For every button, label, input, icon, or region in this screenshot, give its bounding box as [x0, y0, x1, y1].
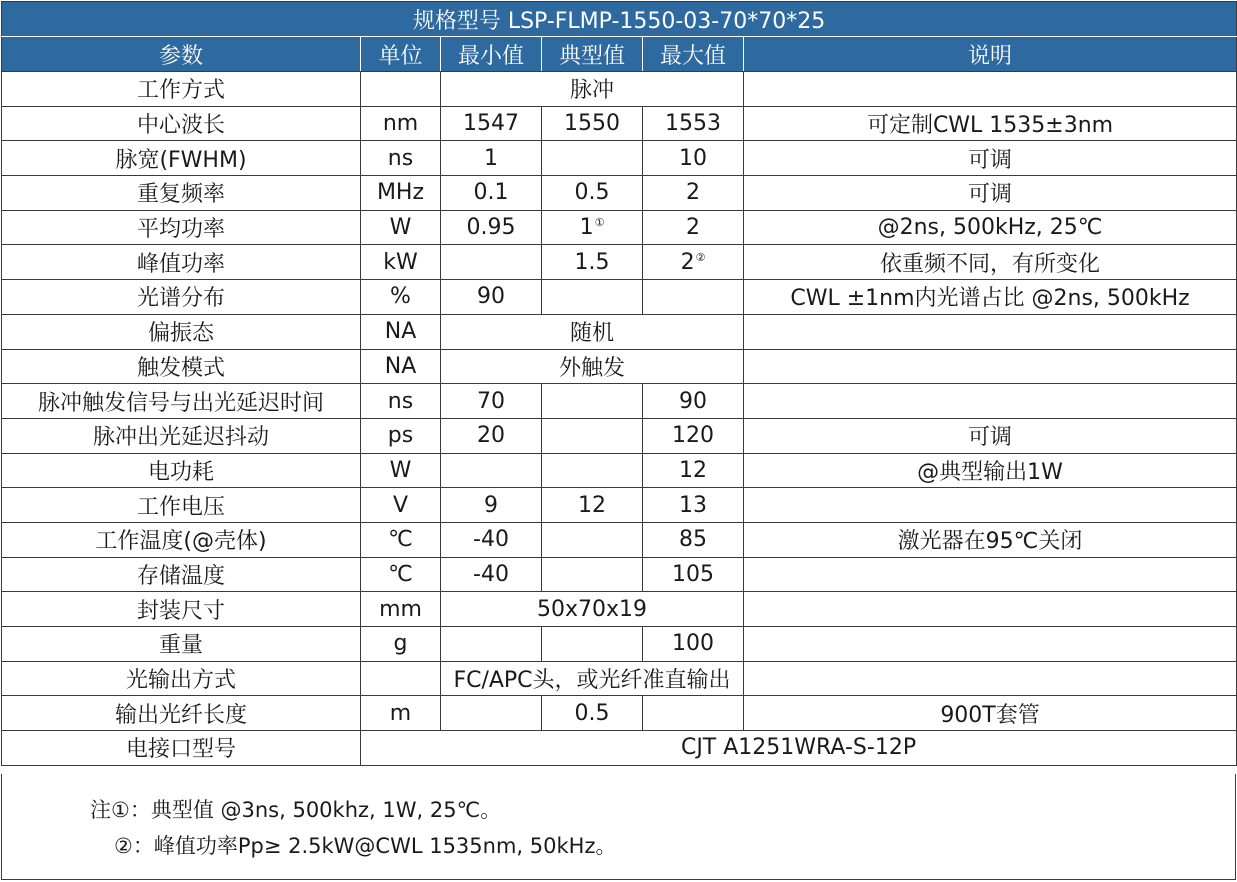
unit-cell: NA: [361, 314, 441, 349]
note-cell: [744, 349, 1237, 384]
note-cell: 可调: [744, 418, 1237, 453]
table-row: [2, 488, 1237, 523]
min-cell: [441, 627, 542, 662]
table-row: [2, 176, 1237, 211]
max-value: 105: [672, 561, 714, 587]
max-value: 2: [686, 215, 700, 241]
typ-cell: [542, 696, 643, 731]
note-cell: [744, 72, 1237, 107]
typ-cell: [542, 106, 643, 141]
note-cell: 激光器在95℃关闭: [744, 522, 1237, 557]
max-value: 13: [679, 492, 707, 518]
note-cell: [744, 384, 1237, 419]
min-cell: 70: [441, 384, 542, 419]
note-cell: CWL ±1nm内光谱占比 @2ns, 500kHz: [744, 280, 1237, 315]
param-cell: 工作电压: [2, 488, 361, 523]
typ-cell: [542, 141, 643, 176]
footnote-marker: ②: [695, 250, 706, 264]
table-row: [2, 141, 1237, 176]
unit-cell: ℃: [361, 522, 441, 557]
unit-cell: %: [361, 280, 441, 315]
typ-cell: [542, 627, 643, 662]
param-cell: 电接口型号: [2, 731, 361, 766]
header-unit: 单位: [361, 37, 441, 72]
max-cell: [643, 627, 744, 662]
max-value: 90: [679, 388, 707, 414]
unit-cell: NA: [361, 349, 441, 384]
param-cell: 工作方式: [2, 72, 361, 107]
param-cell: 脉宽(FWHM): [2, 141, 361, 176]
value-cell-merged: 脉冲: [441, 72, 744, 107]
header-max: 最大值: [643, 37, 744, 72]
note-cell: @2ns, 500kHz, 25℃: [744, 210, 1237, 245]
max-cell: [643, 696, 744, 731]
param-cell: 重复频率: [2, 176, 361, 211]
param-cell: 平均功率: [2, 210, 361, 245]
value-cell-merged: 外触发: [441, 349, 744, 384]
typ-value: 1.5: [574, 249, 610, 275]
unit-cell: ℃: [361, 557, 441, 592]
note-cell: 依重频不同，有所变化: [744, 245, 1237, 280]
header-min: 最小值: [441, 37, 542, 72]
param-cell: 输出光纤长度: [2, 696, 361, 731]
max-value: 120: [672, 423, 714, 449]
footnote-1: 注①：典型值 @3ns, 500khz, 1W, 25℃。: [90, 798, 502, 822]
table-row: [2, 280, 1237, 315]
max-value: 2: [686, 180, 700, 206]
max-value: 2: [680, 249, 695, 275]
param-cell: 中心波长: [2, 106, 361, 141]
max-cell: [643, 210, 744, 245]
typ-value: 1: [579, 215, 594, 241]
max-value: 85: [679, 527, 707, 553]
min-cell: -40: [441, 522, 542, 557]
table-row: [2, 349, 1237, 384]
param-cell: 存储温度: [2, 557, 361, 592]
max-cell: [643, 488, 744, 523]
param-cell: 光输出方式: [2, 661, 361, 696]
table-row: [2, 522, 1237, 557]
note-cell: [744, 592, 1237, 627]
unit-cell: W: [361, 453, 441, 488]
typ-cell: [542, 210, 643, 245]
typ-cell: [542, 280, 643, 315]
unit-cell: kW: [361, 245, 441, 280]
unit-cell: m: [361, 696, 441, 731]
table-row: [2, 210, 1237, 245]
param-cell: 重量: [2, 627, 361, 662]
typ-cell: [542, 522, 643, 557]
min-cell: 20: [441, 418, 542, 453]
typ-cell: [542, 176, 643, 211]
max-value: 1553: [665, 111, 721, 137]
value-cell-merged: 随机: [441, 314, 744, 349]
param-cell: 触发模式: [2, 349, 361, 384]
note-cell: @典型输出1W: [744, 453, 1237, 488]
note-cell: [744, 488, 1237, 523]
header-note: 说明: [744, 37, 1237, 72]
min-cell: 1547: [441, 106, 542, 141]
typ-cell: [542, 418, 643, 453]
min-cell: -40: [441, 557, 542, 592]
max-value: 10: [679, 145, 707, 171]
param-cell: 峰值功率: [2, 245, 361, 280]
unit-cell: ns: [361, 141, 441, 176]
min-cell: [441, 696, 542, 731]
param-cell: 脉冲出光延迟抖动: [2, 418, 361, 453]
min-cell: [441, 453, 542, 488]
note-cell: 可调: [744, 176, 1237, 211]
header-param: 参数: [2, 37, 361, 72]
table-row: [2, 557, 1237, 592]
table-row: [2, 106, 1237, 141]
max-value: 100: [672, 631, 714, 657]
unit-cell: mm: [361, 592, 441, 627]
typ-value: 1550: [564, 111, 620, 137]
max-cell: [643, 280, 744, 315]
unit-cell: ns: [361, 384, 441, 419]
unit-cell: ps: [361, 418, 441, 453]
table-row: [2, 384, 1237, 419]
table-row: [2, 696, 1237, 731]
table-row: [2, 418, 1237, 453]
footnotes: [1, 774, 1236, 880]
param-cell: 脉冲触发信号与出光延迟时间: [2, 384, 361, 419]
max-value: 12: [679, 457, 707, 483]
max-cell: [643, 418, 744, 453]
max-cell: [643, 557, 744, 592]
min-cell: [441, 245, 542, 280]
value-cell-merged: 50x70x19: [441, 592, 744, 627]
note-cell: [744, 661, 1237, 696]
unit-cell: [361, 72, 441, 107]
min-cell: 90: [441, 280, 542, 315]
note-cell: [744, 314, 1237, 349]
table-row: [2, 314, 1237, 349]
param-cell: 偏振态: [2, 314, 361, 349]
max-cell: [643, 384, 744, 419]
table-row: [2, 453, 1237, 488]
param-cell: 电功耗: [2, 453, 361, 488]
typ-cell: [542, 488, 643, 523]
unit-cell: [361, 661, 441, 696]
spec-table: [1, 1, 1237, 766]
table-row: [2, 245, 1237, 280]
value-cell-full: CJT A1251WRA-S-12P: [361, 731, 1237, 766]
max-cell: [643, 522, 744, 557]
table-row: [2, 731, 1237, 766]
table-row: [2, 592, 1237, 627]
typ-cell: [542, 245, 643, 280]
max-cell: [643, 245, 744, 280]
footnote-marker: ①: [594, 216, 605, 230]
max-cell: [643, 141, 744, 176]
param-cell: 工作温度(@壳体): [2, 522, 361, 557]
note-cell: 可定制CWL 1535±3nm: [744, 106, 1237, 141]
param-cell: 光谱分布: [2, 280, 361, 315]
unit-cell: MHz: [361, 176, 441, 211]
table-row: [2, 661, 1237, 696]
unit-cell: nm: [361, 106, 441, 141]
table-title: 规格型号 LSP-FLMP-1550-03-70*70*25: [2, 2, 1237, 37]
unit-cell: g: [361, 627, 441, 662]
table-row: [2, 72, 1237, 107]
footnote-2: ②：峰值功率Pp≥ 2.5kW@CWL 1535nm, 50kHz。: [114, 834, 617, 858]
max-cell: [643, 453, 744, 488]
typ-cell: [542, 453, 643, 488]
note-cell: [744, 557, 1237, 592]
table-row: [2, 627, 1237, 662]
note-cell: 可调: [744, 141, 1237, 176]
typ-cell: [542, 384, 643, 419]
value-cell-merged: FC/APC头，或光纤准直输出: [441, 661, 744, 696]
min-cell: 9: [441, 488, 542, 523]
typ-value: 0.5: [574, 700, 610, 726]
min-cell: 0.95: [441, 210, 542, 245]
note-cell: [744, 627, 1237, 662]
max-cell: [643, 106, 744, 141]
unit-cell: V: [361, 488, 441, 523]
max-cell: [643, 176, 744, 211]
typ-value: 0.5: [574, 180, 610, 206]
min-cell: 1: [441, 141, 542, 176]
typ-value: 12: [578, 492, 606, 518]
unit-cell: W: [361, 210, 441, 245]
header-typ: 典型值: [542, 37, 643, 72]
param-cell: 封装尺寸: [2, 592, 361, 627]
typ-cell: [542, 557, 643, 592]
min-cell: 0.1: [441, 176, 542, 211]
note-cell: 900T套管: [744, 696, 1237, 731]
